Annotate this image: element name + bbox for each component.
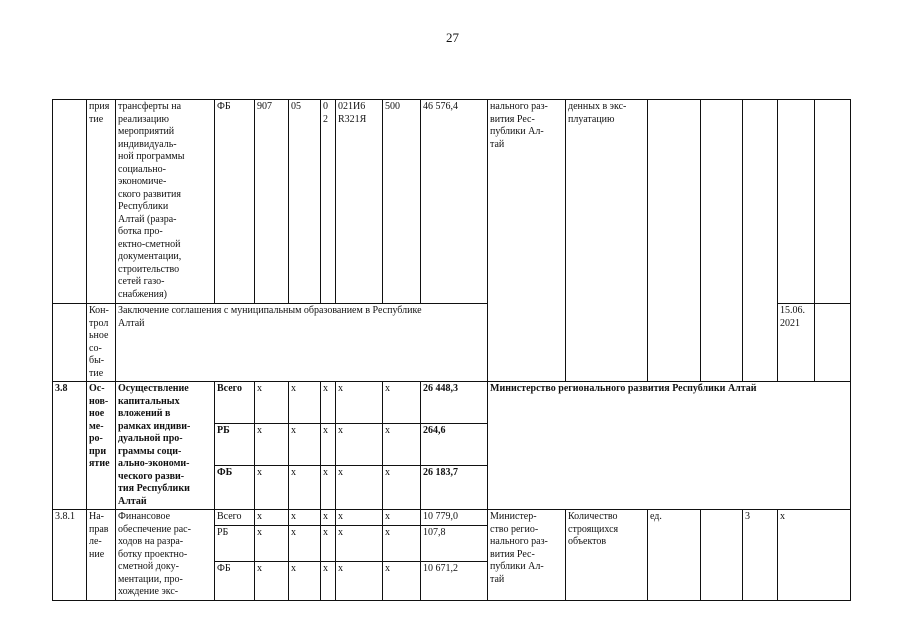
amount-cell: 46 576,4: [421, 100, 488, 304]
row-number-cell: [53, 304, 87, 382]
row-number-cell: 3.8: [53, 382, 87, 510]
pr-cell: х: [321, 526, 336, 562]
activity-type-cell: На- прав ле- ние: [87, 510, 116, 601]
amount-cell: 10 671,2: [421, 562, 488, 600]
indicator-cell: денных в экс- плуатацию: [566, 100, 648, 382]
csr-cell: 021И6 R321Я: [336, 100, 383, 304]
pr-cell: х: [321, 562, 336, 600]
rz-cell: х: [289, 466, 321, 510]
vr-cell: х: [383, 562, 421, 600]
source-cell: РБ: [215, 424, 255, 466]
executor-cell: нального раз- вития Рес- публики Ал- тай: [488, 100, 566, 382]
date-cell-2: [815, 100, 851, 304]
vr-cell: 500: [383, 100, 421, 304]
source-cell: ФБ: [215, 100, 255, 304]
activity-name-cell: трансферты на реализацию мероприятий индивидуаль- ной программы социально- экономиче- ского развития Республики Алтай (разра- ботка про- ектно-сметной документации, строительство сетей газо- снабжения): [116, 100, 215, 304]
table-row: [53, 100, 851, 304]
activity-type-cell: Ос- нов- ное ме- ро- при ятие: [87, 382, 116, 510]
date-cell-2: [815, 304, 851, 382]
pr-cell: х: [321, 424, 336, 466]
table-row: [53, 510, 851, 526]
control-event-date: 15.06. 2021: [778, 304, 815, 382]
vr-cell: х: [383, 382, 421, 424]
pr-cell: х: [321, 466, 336, 510]
unit-cell: ед.: [648, 510, 701, 601]
extra-cell: [743, 100, 778, 382]
target-value-cell: 3: [743, 510, 778, 601]
csr-cell: х: [336, 562, 383, 600]
executor-cell: Министер- ство регио- нального раз- вития Рес- публики Ал- тай: [488, 510, 566, 601]
source-cell: ФБ: [215, 562, 255, 600]
row-number-cell: [53, 100, 87, 304]
rz-cell: х: [289, 424, 321, 466]
csr-cell: х: [336, 466, 383, 510]
grbs-cell: х: [255, 562, 289, 600]
grbs-cell: х: [255, 382, 289, 424]
source-cell: РБ: [215, 526, 255, 562]
amount-cell: 26 448,3: [421, 382, 488, 424]
grbs-cell: 907: [255, 100, 289, 304]
rz-cell: 05: [289, 100, 321, 304]
activity-name-cell: Финансовое обеспечение рас- ходов на разра- ботку проектно- сметной доку- ментации, про- хождение экс-: [116, 510, 215, 601]
grbs-cell: х: [255, 466, 289, 510]
pr-cell: 0 2: [321, 100, 336, 304]
pr-cell: х: [321, 382, 336, 424]
indicator-cell: Количество строящихся объектов: [566, 510, 648, 601]
amount-cell: 10 779,0: [421, 510, 488, 526]
page-number: 27: [446, 30, 459, 45]
pr-cell: х: [321, 510, 336, 526]
table-row: [53, 382, 851, 424]
source-cell: Всего: [215, 510, 255, 526]
activity-type-cell: прия тие: [87, 100, 116, 304]
rz-cell: х: [289, 510, 321, 526]
budget-table: [52, 99, 851, 601]
unit-cell: [648, 100, 701, 382]
control-event-label: Кон- трол ьное со- бы- тие: [87, 304, 116, 382]
value-cell: [701, 100, 743, 382]
rz-cell: х: [289, 562, 321, 600]
csr-cell: х: [336, 382, 383, 424]
grbs-cell: х: [255, 510, 289, 526]
amount-cell: 107,8: [421, 526, 488, 562]
row-number-cell: 3.8.1: [53, 510, 87, 601]
date-cell: [778, 100, 815, 304]
activity-name-cell: Осуществление капитальных вложений в рамках индиви- дуальной про- граммы соци- ально-экономи- ческого разви- тия Республики Алтай: [116, 382, 215, 510]
control-event-text: Заключение соглашения с муниципальным образованием в Республике Алтай: [116, 304, 488, 382]
value-cell: [701, 510, 743, 601]
grbs-cell: х: [255, 424, 289, 466]
vr-cell: х: [383, 526, 421, 562]
csr-cell: х: [336, 424, 383, 466]
amount-cell: 26 183,7: [421, 466, 488, 510]
rz-cell: х: [289, 382, 321, 424]
source-cell: ФБ: [215, 466, 255, 510]
source-cell: Всего: [215, 382, 255, 424]
rz-cell: х: [289, 526, 321, 562]
extra-cell: х: [778, 510, 851, 601]
vr-cell: х: [383, 466, 421, 510]
grbs-cell: х: [255, 526, 289, 562]
vr-cell: х: [383, 510, 421, 526]
csr-cell: х: [336, 526, 383, 562]
csr-cell: х: [336, 510, 383, 526]
amount-cell: 264,6: [421, 424, 488, 466]
executor-cell: Министерство регионального развития Республики Алтай: [488, 382, 851, 510]
vr-cell: х: [383, 424, 421, 466]
